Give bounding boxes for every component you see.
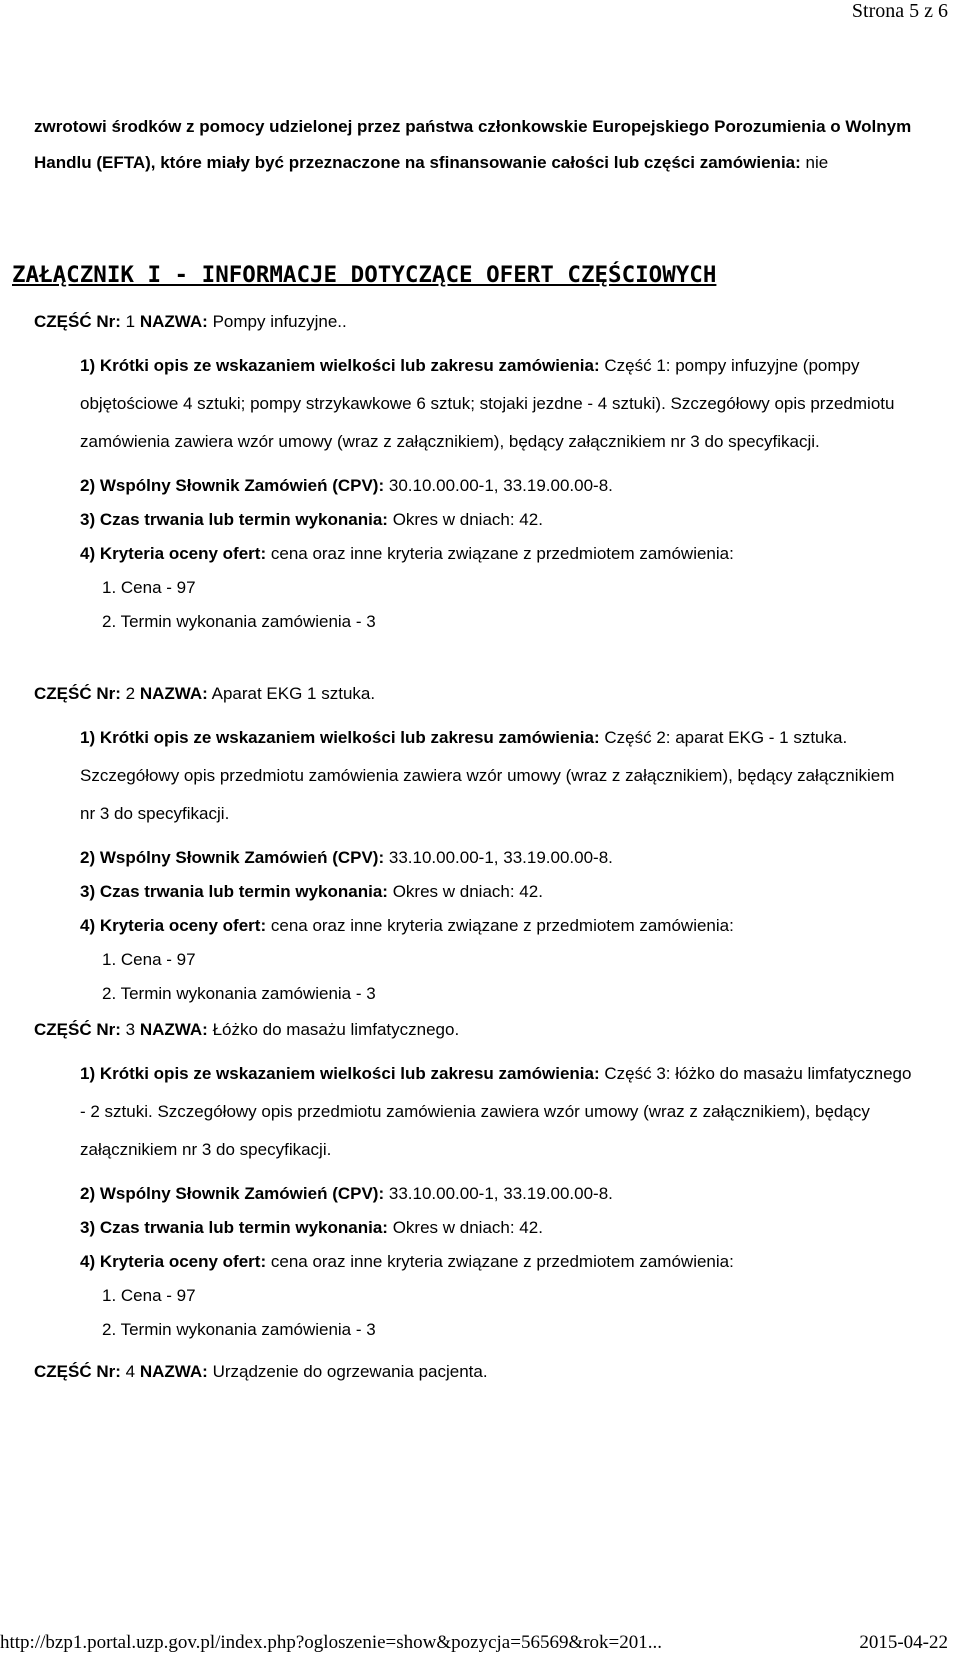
part-duration: [80, 509, 914, 531]
description-value: Część 1: pompy infuzyjne (pompy objętościowe 4 sztuki; pompy strzykawkowe 6 sztuk; stojaki jezdne - 4 sztuki). Szczegółowy opis przedmiotu zamówienia zawiera wzór umowy (wraz z załącznikiem), będący załącznikiem nr 3 do specyfikacji.: [80, 356, 895, 451]
part-name-label: NAZWA:: [139, 684, 208, 703]
part-name-label: NAZWA:: [139, 312, 208, 331]
part-duration: [80, 881, 914, 903]
part-nr-value: 2: [125, 684, 136, 703]
part-name-value: Aparat EKG 1 sztuka.: [211, 684, 376, 703]
duration-value: Okres w dniach: 42.: [392, 882, 543, 901]
part-header: [34, 1361, 914, 1383]
criterion-item: 2. Termin wykonania zamówienia - 3: [102, 612, 376, 631]
part-cpv: [80, 847, 914, 869]
description-label: 1) Krótki opis ze wskazaniem wielkości lub zakresu zamówienia:: [80, 356, 600, 375]
description-label: 1) Krótki opis ze wskazaniem wielkości lub zakresu zamówienia:: [80, 728, 600, 747]
criterion-item: 2. Termin wykonania zamówienia - 3: [102, 1320, 376, 1339]
part-name-label: NAZWA:: [139, 1362, 208, 1381]
part-3: [34, 1019, 914, 1341]
duration-label: 3) Czas trwania lub termin wykonania:: [80, 510, 388, 529]
part-body: [80, 347, 914, 633]
part-header: [34, 683, 914, 705]
part-nr-label: CZĘŚĆ Nr:: [34, 1020, 121, 1039]
cpv-label: 2) Wspólny Słownik Zamówień (CPV):: [80, 1184, 385, 1203]
part-name-value: Łóżko do masażu limfatycznego.: [212, 1020, 460, 1039]
duration-label: 3) Czas trwania lub termin wykonania:: [80, 882, 388, 901]
criterion-item: 1. Cena - 97: [102, 950, 196, 969]
part-body: [80, 719, 914, 1005]
description-label: 1) Krótki opis ze wskazaniem wielkości lub zakresu zamówienia:: [80, 1064, 600, 1083]
part-description: [80, 719, 914, 833]
part-criteria: [80, 1251, 914, 1273]
part-cpv: [80, 1183, 914, 1205]
description-value: Część 3: łóżko do masażu limfatycznego - 2 sztuki. Szczegółowy opis przedmiotu zamówienia zawiera wzór umowy (wraz z załącznikiem), będący załącznikiem nr 3 do specyfikacji.: [80, 1064, 912, 1159]
criteria-label: 4) Kryteria oceny ofert:: [80, 544, 267, 563]
cpv-label: 2) Wspólny Słownik Zamówień (CPV):: [80, 848, 385, 867]
criterion-item: 1. Cena - 97: [102, 1286, 196, 1305]
part-body: [80, 1055, 914, 1341]
cpv-value: 33.10.00.00-1, 33.19.00.00-8.: [388, 1184, 613, 1203]
part-duration: [80, 1217, 914, 1239]
footer-date: 2015-04-22: [859, 1632, 948, 1653]
part-1: [34, 311, 914, 633]
intro-text: zwrotowi środków z pomocy udzielonej przez państwa członkowskie Europejskiego Porozumienia o Wolnym Handlu (EFTA), które miały być przeznaczone na sfinansowanie całości lub części zamówienia:: [34, 117, 912, 172]
cpv-value: 33.10.00.00-1, 33.19.00.00-8.: [388, 848, 613, 867]
part-nr-label: CZĘŚĆ Nr:: [34, 684, 121, 703]
part-name-value: Urządzenie do ogrzewania pacjenta.: [212, 1362, 488, 1381]
footer-url: http://bzp1.portal.uzp.gov.pl/index.php?ogloszenie=show&pozycja=56569&rok=201...: [0, 1632, 663, 1653]
criterion-item: 1. Cena - 97: [102, 578, 196, 597]
part-nr-label: CZĘŚĆ Nr:: [34, 312, 121, 331]
criteria-intro: cena oraz inne kryteria związane z przedmiotem zamówienia:: [270, 916, 734, 935]
annex-title: ZAŁĄCZNIK I - INFORMACJE DOTYCZĄCE OFERT CZĘŚCIOWYCH: [12, 262, 717, 288]
part-header: [34, 311, 914, 333]
part-description: [80, 1055, 914, 1169]
description-value: Część 2: aparat EKG - 1 sztuka. Szczegółowy opis przedmiotu zamówienia zawiera wzór umowy (wraz z załącznikiem), będący załącznikiem nr 3 do specyfikacji.: [80, 728, 895, 823]
cpv-label: 2) Wspólny Słownik Zamówień (CPV):: [80, 476, 385, 495]
part-nr-value: 1: [125, 312, 136, 331]
part-name-value: Pompy infuzyjne..: [212, 312, 347, 331]
part-cpv: [80, 475, 914, 497]
cpv-value: 30.10.00.00-1, 33.19.00.00-8.: [388, 476, 613, 495]
part-criteria: [80, 543, 914, 565]
duration-value: Okres w dniach: 42.: [392, 1218, 543, 1237]
duration-value: Okres w dniach: 42.: [392, 510, 543, 529]
criteria-label: 4) Kryteria oceny ofert:: [80, 1252, 267, 1271]
criterion-item: 2. Termin wykonania zamówienia - 3: [102, 984, 376, 1003]
criteria-intro: cena oraz inne kryteria związane z przedmiotem zamówienia:: [270, 544, 734, 563]
intro-paragraph: [34, 109, 914, 181]
part-name-label: NAZWA:: [139, 1020, 208, 1039]
part-description: [80, 347, 914, 461]
criteria-label: 4) Kryteria oceny ofert:: [80, 916, 267, 935]
page-number: Strona 5 z 6: [851, 0, 948, 22]
part-header: [34, 1019, 914, 1041]
duration-label: 3) Czas trwania lub termin wykonania:: [80, 1218, 388, 1237]
part-criteria: [80, 915, 914, 937]
intro-value: nie: [805, 153, 829, 172]
part-nr-label: CZĘŚĆ Nr:: [34, 1362, 121, 1381]
part-nr-value: 4: [125, 1362, 136, 1381]
criteria-intro: cena oraz inne kryteria związane z przedmiotem zamówienia:: [270, 1252, 734, 1271]
part-nr-value: 3: [125, 1020, 136, 1039]
part-2: [34, 683, 914, 1005]
part-4: [34, 1361, 914, 1383]
